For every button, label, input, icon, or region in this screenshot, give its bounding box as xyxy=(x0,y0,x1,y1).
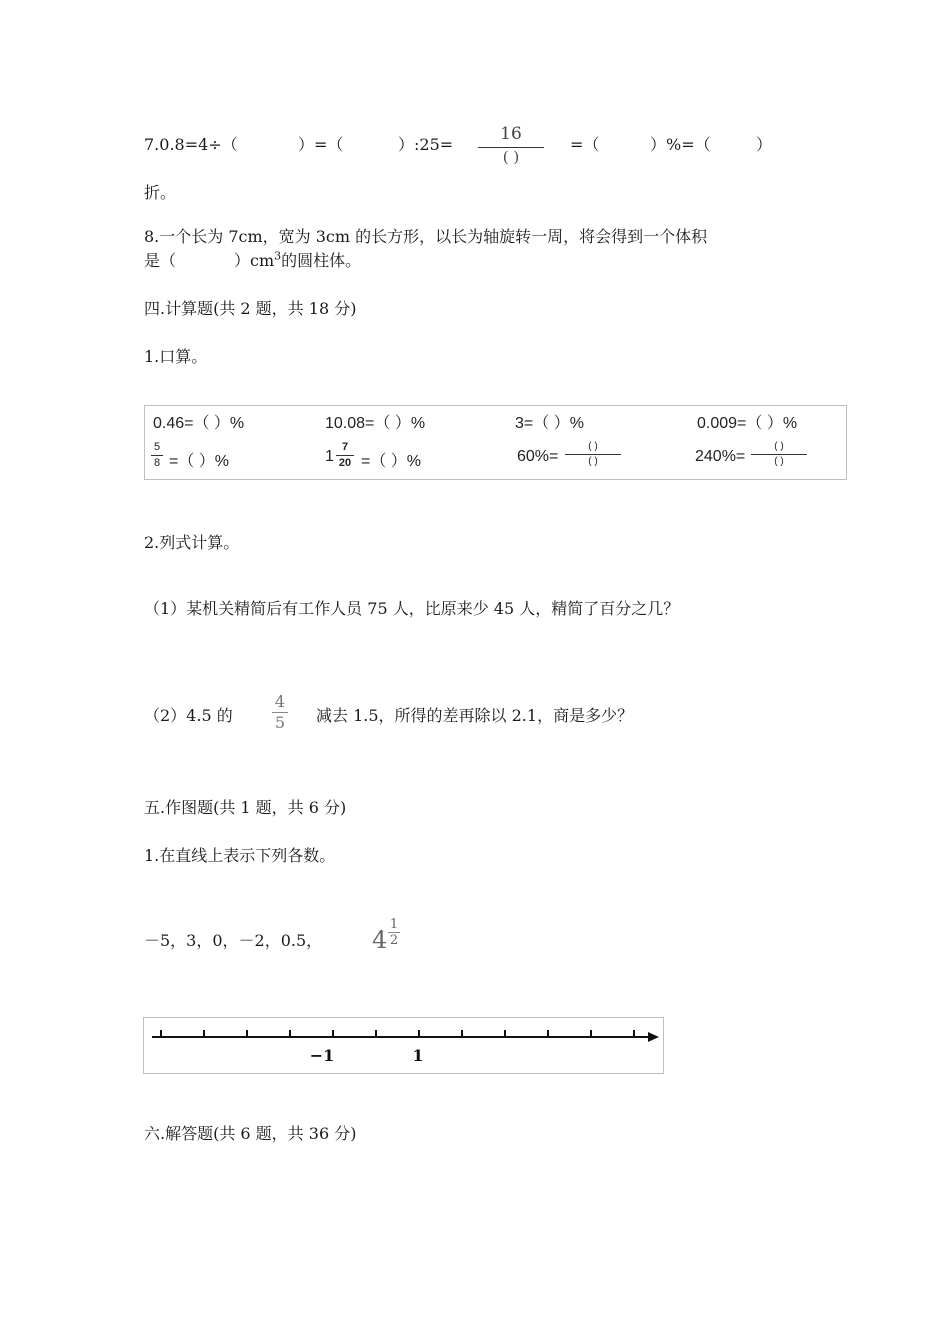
q2-2-fraction xyxy=(272,694,288,731)
q8-line2-b: ）cm xyxy=(234,251,275,270)
oral-item-6-denominator: 20 xyxy=(338,457,352,469)
number-line-arrow xyxy=(648,1032,659,1042)
q8-unit-exponent: 3 xyxy=(274,249,282,263)
section4-q2-title: 2.列式计算。 xyxy=(144,533,240,552)
q8-line2 xyxy=(144,248,361,271)
mixed-number-numerator: 1 xyxy=(389,917,399,932)
q7-fraction xyxy=(478,126,544,165)
q7-part-f: ） xyxy=(756,135,773,154)
oral-item-8-denominator: ( ) xyxy=(774,456,784,467)
oral-item-6-numerator: 7 xyxy=(341,441,349,453)
q8-line2-c: 的圆柱体。 xyxy=(281,251,362,270)
oral-item-5-tail: =（ ）% xyxy=(169,453,230,470)
number-list-values: －5，3，0，－2，0.5， xyxy=(144,931,323,950)
oral-item-5-fraction xyxy=(151,442,163,469)
oral-item-7-head: 60%= xyxy=(517,448,559,465)
q2-2-denominator: 5 xyxy=(274,713,286,732)
number-line xyxy=(144,1018,663,1073)
axis-label-negative-one: −1 xyxy=(309,1046,335,1065)
q2-2-part-a: （2）4.5 的 xyxy=(144,706,233,725)
q2-2-part-b: 减去 1.5，所得的差再除以 2.1，商是多少？ xyxy=(316,706,634,725)
oral-item-7-denominator: ( ) xyxy=(588,456,598,467)
oral-item-1: 0.46=（ ）% xyxy=(153,415,245,432)
q7-fraction-numerator: 16 xyxy=(500,124,522,144)
section5-title: 五.作图题(共 1 题，共 6 分) xyxy=(144,798,347,817)
oral-item-2: 10.08=（ ）% xyxy=(325,415,426,432)
oral-item-3: 3=（ ）% xyxy=(515,415,584,432)
q7-part-a: 7.0.8=4÷（ xyxy=(144,135,238,154)
section6-title: 六.解答题(共 6 题，共 36 分) xyxy=(144,1124,357,1143)
q7-part-c: ）:25= xyxy=(398,135,454,154)
q8-line2-a: 是（ xyxy=(144,251,177,270)
mixed-number-denominator: 2 xyxy=(389,933,399,948)
oral-item-7-numerator: ( ) xyxy=(588,441,598,452)
q7-fraction-denominator: ( ) xyxy=(502,148,520,166)
number-line-box xyxy=(143,1017,664,1074)
oral-item-8-fraction xyxy=(751,442,807,467)
oral-item-4: 0.009=（ ）% xyxy=(697,415,798,432)
section4-q2-1: （1）某机关精简后有工作人员 75 人，比原来少 45 人，精简了百分之几？ xyxy=(144,599,680,618)
oral-calc-box xyxy=(144,405,847,480)
oral-item-8-numerator: ( ) xyxy=(774,441,784,452)
oral-item-5-denominator: 8 xyxy=(153,457,161,469)
axis-label-one: 1 xyxy=(412,1046,424,1065)
section5-q1-title: 1.在直线上表示下列各数。 xyxy=(144,846,336,865)
q8-line1: 8.一个长为 7cm，宽为 3cm 的长方形，以长为轴旋转一周，将会得到一个体积 xyxy=(144,227,708,246)
mixed-number-fraction xyxy=(388,918,400,947)
q7-part-e: ）%=（ xyxy=(650,135,711,154)
oral-item-5-numerator: 5 xyxy=(153,441,161,453)
oral-item-6-whole: 1 xyxy=(325,448,334,465)
section4-title: 四.计算题(共 2 题，共 18 分) xyxy=(144,299,357,318)
mixed-number-whole: 4 xyxy=(372,926,388,954)
q7-part-d: =（ xyxy=(570,135,600,154)
q2-2-numerator: 4 xyxy=(274,692,286,711)
oral-item-6-tail: =（ ）% xyxy=(361,453,422,470)
q7-part-b: ）=（ xyxy=(298,135,344,154)
q7-line2: 折。 xyxy=(144,183,177,202)
section4-q1-title: 1.口算。 xyxy=(144,347,208,366)
oral-item-7-fraction xyxy=(565,442,621,467)
oral-item-6-fraction xyxy=(336,442,354,469)
oral-item-8-head: 240%= xyxy=(695,448,746,465)
